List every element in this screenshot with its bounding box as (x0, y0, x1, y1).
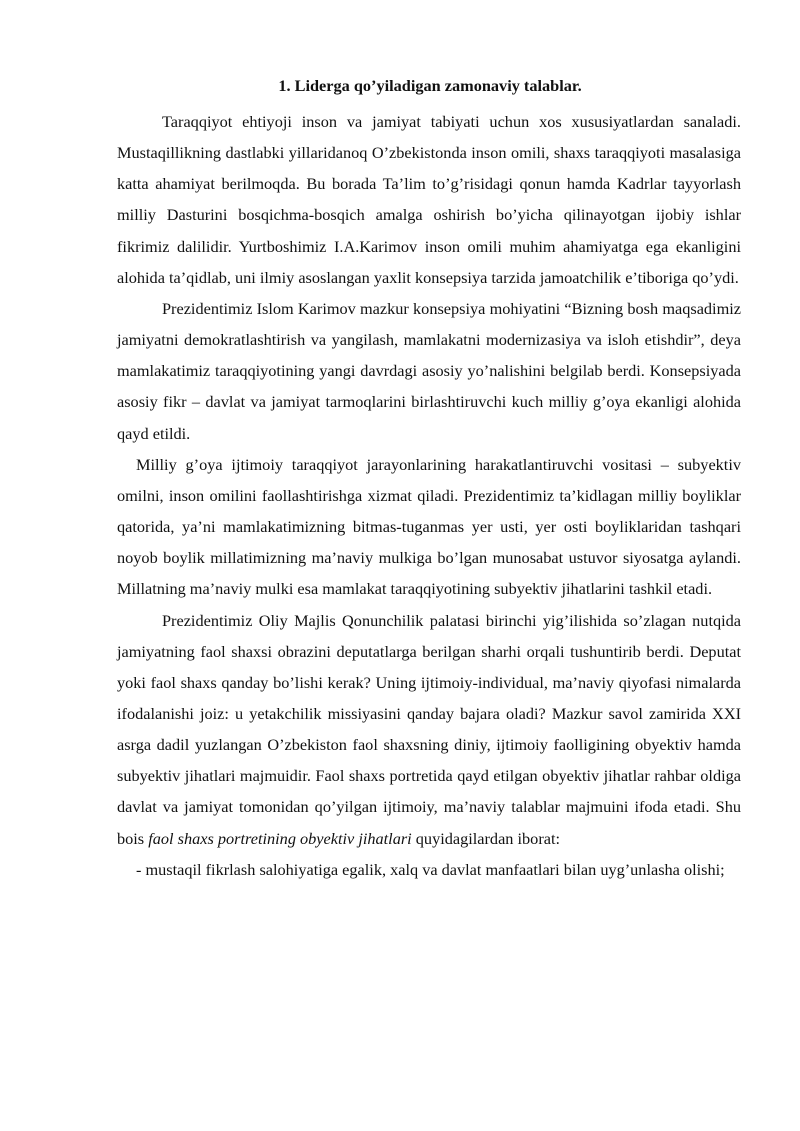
document-body (117, 106, 741, 885)
paragraph-4-tail-before: Shu bois (117, 797, 741, 848)
section-title: 1. Liderga qo’yiladigan zamonaviy talablar. (278, 76, 582, 95)
paragraph-1: Taraqqiyot ehtiyoji inson va jamiyat tabiyati uchun xos xususiyatlardan sanaladi. Mustaqillikning dastlabki yillaridanoq O’zbekistonda inson omili, shaxs taraqqiyoti masalasiga katta ahamiyat berilmoqda. Bu borada Ta’lim to’g’risidagi qonun hamda Kadrlar tayyorlash milliy Dasturini bosqichma-bosqich amalga oshirish bo’yicha qilinayotgan ijobiy ishlar fikrimiz dalilidir. Yurtboshimiz I.A.Karimov inson omili muhim ahamiyatga ega ekanligini alohida ta’qidlab, uni ilmiy asoslangan yaxlit konsepsiya tarzida jamoatchilik e’tiboriga qo’ydi. (117, 112, 741, 287)
paragraph-4-italic-phrase: faol shaxs portretining obyektiv jihatlari (148, 828, 412, 848)
paragraph-4-text: Prezidentimiz Oliy Majlis Qonunchilik palatasi birinchi yig’ilishida so’zlagan nutqida jamiyatning faol shaxsi obrazini deputatlarga berilgan sharhi orqali tushuntirib berdi. Deputat yoki faol shaxs qanday bo’lishi kerak? Uning ijtimoiy-individual, ma’naviy qiyofasi nimalarda ifodalanishi joiz: u yetakchilik missiyasini qanday bajara oladi? Mazkur savol zamirida XXI asrga dadil yuzlangan O’zbekiston faol shaxsning diniy, ijtimoiy faolligining obyektiv hamda subyektiv jihatlari majmuidir. Faol shaxs portretida qayd etilgan obyektiv jihatlar rahbar oldiga davlat va jamiyat tomonidan qo’yilgan ijtimoiy, ma’naviy talablar majmuini ifoda etadi. (117, 610, 741, 817)
paragraph-4 (117, 605, 741, 854)
paragraph-2: Prezidentimiz Islom Karimov mazkur konsepsiya mohiyatini “Bizning bosh maqsadimiz jamiyatni demokratlashtirish va yangilash, mamlakatni modernizasiya va isloh etishdir”, deya mamlakatimiz taraqqiyotining yangi davrdagi asosiy yo’nalishini belgilab berdi. Konsepsiyada asosiy fikr – davlat va jamiyat tarmoqlarini birlashtiruvchi kuch milliy g’oya ekanligi alohida qayd etildi. (117, 298, 741, 443)
paragraph-4-tail-after: quyidagilardan iborat: (411, 828, 561, 848)
list-item-1: - mustaqil fikrlash salohiyatiga egalik, xalq va davlat manfaatlari bilan uyg’unlasha olishi; (136, 859, 725, 879)
paragraph-3: Milliy g’oya ijtimoiy taraqqiyot jarayonlarining harakatlantiruvchi vositasi – subyektiv omilni, inson omilini faollashtirishga xizmat qiladi. Prezidentimiz ta’kidlagan milliy boyliklar qatorida, ya’ni mamlakatimizning bitmas-tuganmas yer usti, yer osti boyliklaridan tashqari noyob boylik millatimizning ma’naviy mulkiga bo’lgan munosabat ustuvor siyosatga aylandi. Millatning ma’naviy mulki esa mamlakat taraqqiyotining subyektiv jihatlarini tashkil etadi. (117, 454, 741, 599)
